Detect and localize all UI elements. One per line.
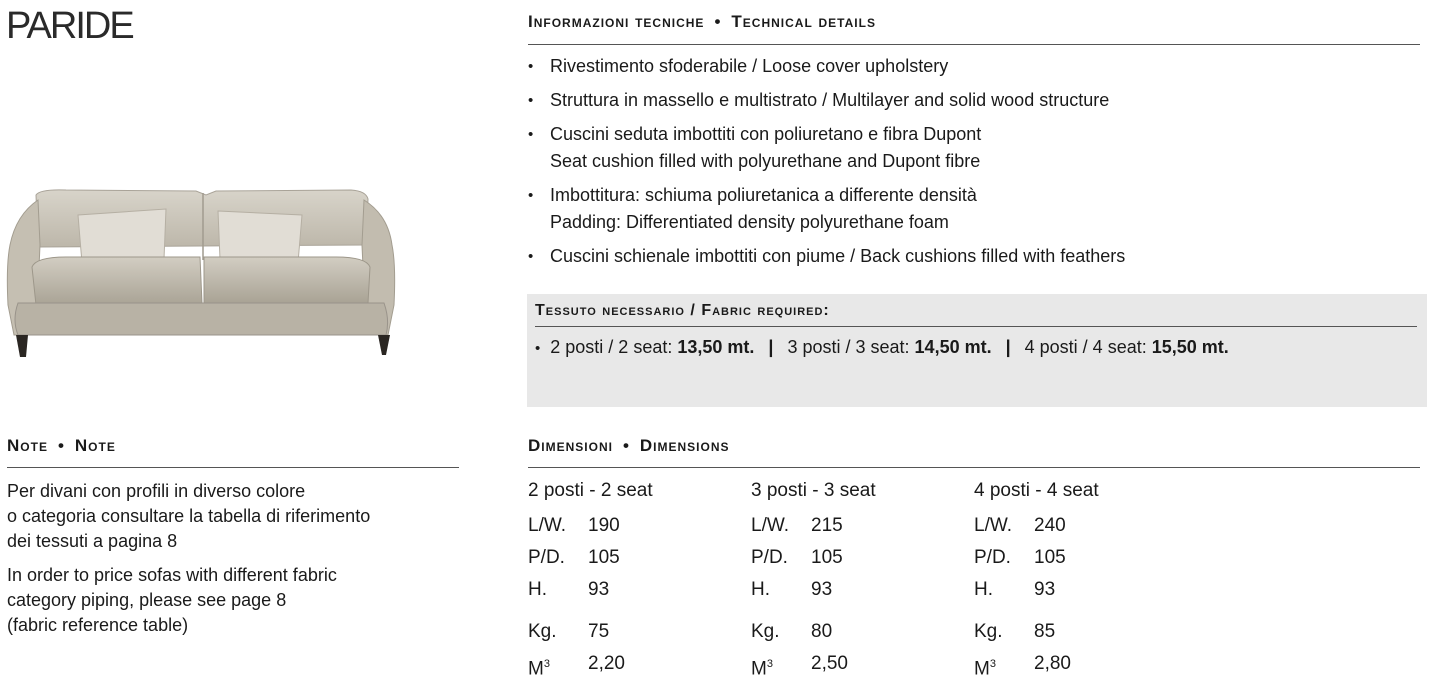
dim-row-pd <box>974 542 1099 574</box>
dim-row-m3 <box>751 648 876 680</box>
dim-label: H. <box>974 579 993 600</box>
dim-value: 75 <box>588 621 610 642</box>
dim-label: P/D. <box>528 547 565 568</box>
technical-item <box>528 53 1125 80</box>
technical-heading-it: Informazioni tecniche <box>528 12 705 31</box>
note-line: o categoria consultare la tabella di riferimento <box>7 506 371 526</box>
dimensions-heading-en: Dimensions <box>639 436 730 455</box>
technical-item-text-en: Seat cushion filled with polyurethane and Dupont fibre <box>550 151 981 171</box>
dimensions-rule <box>528 467 1420 468</box>
technical-item-text: • Rivestimento sfoderabile / Loose cover upholstery <box>550 56 949 76</box>
fabric-separator: | <box>768 337 774 357</box>
fabric-value-4: 15,50 mt. <box>1151 337 1229 357</box>
dim-row-h <box>974 574 1099 606</box>
note-body <box>7 479 370 647</box>
dimensions-heading <box>528 436 730 456</box>
fabric-value-3: 14,50 mt. <box>914 337 992 357</box>
dim-label: Kg. <box>751 621 780 642</box>
note-line: (fabric reference table) <box>7 615 189 635</box>
dim-label: L/W. <box>751 515 790 536</box>
dimensions-column-header: 2 posti - 2 seat <box>528 480 653 501</box>
fabric-row <box>535 337 1229 358</box>
dim-row-m3 <box>528 648 653 680</box>
dim-label: H. <box>528 579 547 600</box>
fabric-rule <box>535 326 1417 327</box>
sofa-image <box>6 185 398 360</box>
dim-label: L/W. <box>974 515 1013 536</box>
technical-item <box>528 87 1125 114</box>
note-rule <box>7 467 459 468</box>
technical-item-text: • Struttura in massello e multistrato / Multilayer and solid wood structure <box>550 90 1110 110</box>
dim-label: H. <box>751 579 770 600</box>
fabric-bullet: • <box>535 340 541 357</box>
dim-value: 85 <box>1034 621 1056 642</box>
dim-label-sup: 3 <box>543 658 550 670</box>
dim-value: 105 <box>811 547 843 568</box>
fabric-label-3: 3 posti / 3 seat: <box>787 337 910 357</box>
dim-row-kg <box>751 616 876 648</box>
dim-row-lw <box>751 510 876 542</box>
dim-label: L/W. <box>528 515 567 536</box>
note-line: In order to price sofas with different fabric <box>7 565 337 585</box>
dim-label: P/D. <box>751 547 788 568</box>
dim-row-m3 <box>974 648 1099 680</box>
dim-value: 105 <box>1034 547 1066 568</box>
heading-separator: • <box>57 436 65 455</box>
technical-item <box>528 243 1125 270</box>
dim-label-sup: 3 <box>766 658 773 670</box>
dim-label-sup: 3 <box>989 658 996 670</box>
fabric-heading: Tessuto necessario / Fabric required: <box>535 302 830 319</box>
dim-value: 2,20 <box>588 653 625 674</box>
technical-rule <box>528 44 1420 45</box>
technical-item-text: • Cuscini schienale imbottiti con piume / Back cushions filled with feathers <box>550 246 1126 266</box>
dimensions-column-header: 4 posti - 4 seat <box>974 480 1099 501</box>
dim-label <box>751 648 811 680</box>
dim-value: 93 <box>1034 579 1056 600</box>
dim-value: 93 <box>588 579 610 600</box>
dim-label <box>974 648 1034 680</box>
dim-label-base: M <box>974 658 990 680</box>
dim-value: 240 <box>1034 515 1066 536</box>
dimensions-column-4-seat <box>974 480 1099 680</box>
note-heading-it: Note <box>7 436 48 455</box>
fabric-value-2: 13,50 mt. <box>677 337 755 357</box>
dim-value: 80 <box>811 621 833 642</box>
dim-label: P/D. <box>974 547 1011 568</box>
dim-row-kg <box>528 616 653 648</box>
technical-item <box>528 121 1125 175</box>
technical-item-text-en: Padding: Differentiated density polyurethane foam <box>550 212 949 232</box>
fabric-separator: | <box>1005 337 1011 357</box>
fabric-box <box>527 294 1427 407</box>
technical-item-text: • Cuscini seduta imbottiti con poliuretano e fibra Dupont <box>550 124 982 144</box>
dim-label: Kg. <box>528 621 557 642</box>
dim-row-lw <box>528 510 653 542</box>
note-line: dei tessuti a pagina 8 <box>7 531 178 551</box>
dim-row-kg <box>974 616 1099 648</box>
note-heading-en: Note <box>74 436 116 455</box>
dim-row-h <box>751 574 876 606</box>
technical-heading <box>528 12 876 32</box>
dimensions-column-3-seat <box>751 480 876 680</box>
note-line: Per divani con profili in diverso colore <box>7 481 306 501</box>
heading-separator: • <box>714 12 722 31</box>
product-title: PARIDE <box>6 5 133 47</box>
dimensions-column-header: 3 posti - 3 seat <box>751 480 876 501</box>
heading-separator: • <box>622 436 630 455</box>
technical-item <box>528 182 1125 236</box>
dim-label <box>528 648 588 680</box>
dim-row-h <box>528 574 653 606</box>
dim-label-base: M <box>528 658 544 680</box>
note-paragraph-it <box>7 479 370 554</box>
note-paragraph-en <box>7 563 370 638</box>
fabric-label-4: 4 posti / 4 seat: <box>1024 337 1147 357</box>
technical-item-text: • Imbottitura: schiuma poliuretanica a differente densità <box>550 185 977 205</box>
dim-row-pd <box>528 542 653 574</box>
dim-value: 2,80 <box>1034 653 1071 674</box>
dim-row-pd <box>751 542 876 574</box>
dim-value: 215 <box>811 515 843 536</box>
dim-value: 2,50 <box>811 653 848 674</box>
dim-label: Kg. <box>974 621 1003 642</box>
dim-value: 93 <box>811 579 833 600</box>
dimensions-heading-it: Dimensioni <box>528 436 613 455</box>
dim-value: 190 <box>588 515 620 536</box>
dimensions-column-2-seat <box>528 480 653 680</box>
dim-row-lw <box>974 510 1099 542</box>
fabric-label-2: 2 posti / 2 seat: <box>550 337 673 357</box>
technical-list <box>528 53 1125 277</box>
technical-heading-en: Technical details <box>731 12 876 31</box>
dim-label-base: M <box>751 658 767 680</box>
note-line: category piping, please see page 8 <box>7 590 287 610</box>
note-heading <box>7 436 116 456</box>
dim-value: 105 <box>588 547 620 568</box>
